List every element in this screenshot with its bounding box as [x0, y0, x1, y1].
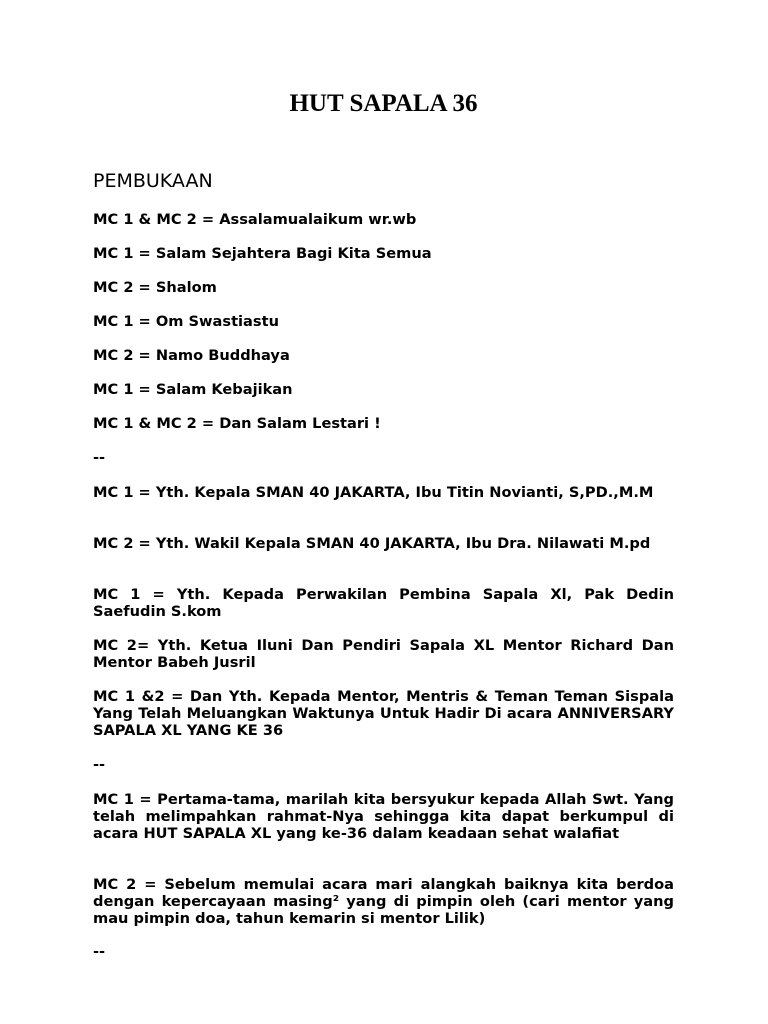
script-line: MC 1 = Salam Kebajikan [93, 381, 293, 398]
script-line: MC 1 = Om Swastiastu [93, 313, 279, 330]
script-line: MC 1 & MC 2 = Assalamualaikum wr.wb [93, 211, 417, 228]
script-line: MC 1 = Salam Sejahtera Bagi Kita Semua [93, 245, 432, 262]
script-line: MC 2 = Shalom [93, 279, 217, 296]
script-line: MC 1 &2 = Dan Yth. Kepada Mentor, Mentris & Teman Teman Sispala Yang Telah Meluangkan Waktunya Untuk Hadir Di acara ANNIVERSARY SAPALA XL YANG KE 36 [93, 688, 674, 739]
script-line: MC 2= Yth. Ketua Iluni Dan Pendiri Sapala XL Mentor Richard Dan Mentor Babeh Jusril [93, 637, 674, 671]
script-line: MC 1 & MC 2 = Dan Salam Lestari ! [93, 415, 381, 432]
separator: -- [93, 943, 106, 960]
script-line: MC 2 = Sebelum memulai acara mari alangkah baiknya kita berdoa dengan kepercayaan masing² yang di pimpin oleh (cari mentor yang mau pimpin doa, tahun kemarin si mentor Lilik) [93, 876, 674, 927]
document-title: HUT SAPALA 36 [289, 90, 478, 117]
script-line: MC 2 = Yth. Wakil Kepala SMAN 40 JAKARTA, Ibu Dra. Nilawati M.pd [93, 535, 651, 552]
separator: -- [93, 756, 106, 773]
script-line: MC 1 = Yth. Kepala SMAN 40 JAKARTA, Ibu Titin Novianti, S,PD.,M.M [93, 484, 654, 501]
script-line: MC 2 = Namo Buddhaya [93, 347, 290, 364]
section-heading: PEMBUKAAN [93, 170, 213, 192]
script-line: MC 1 = Yth. Kepada Perwakilan Pembina Sapala Xl, Pak Dedin Saefudin S.kom [93, 586, 674, 620]
script-line: MC 1 = Pertama-tama, marilah kita bersyukur kepada Allah Swt. Yang telah melimpahkan rahmat-Nya sehingga kita dapat berkumpul di acara HUT SAPALA XL yang ke-36 dalam keadaan sehat walafiat [93, 791, 674, 842]
separator: -- [93, 449, 106, 466]
